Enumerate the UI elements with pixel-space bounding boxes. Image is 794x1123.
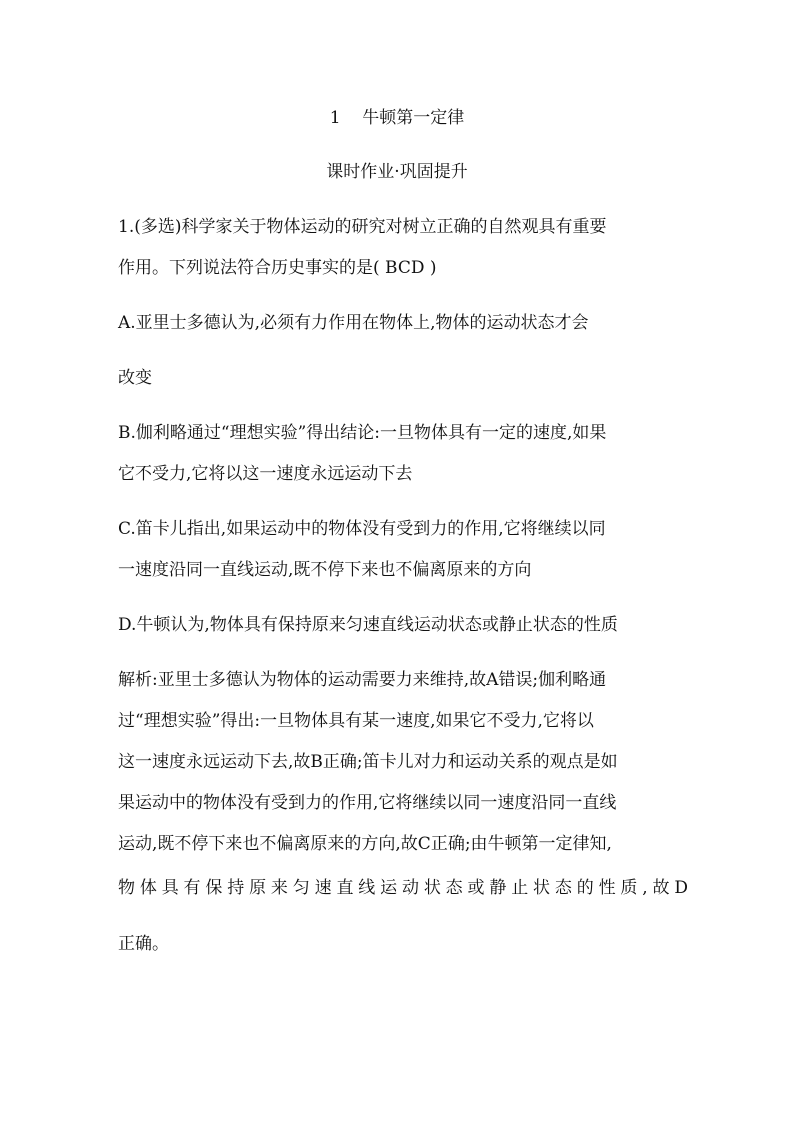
- page-subtitle: 课时作业·巩固提升: [326, 162, 468, 182]
- option-d-line-1: D.牛顿认为,物体具有保持原来匀速直线运动状态或静止状态的性质: [118, 615, 618, 635]
- question-stem-line-1: 1.(多选)科学家关于物体运动的研究对树立正确的自然观具有重要: [118, 217, 607, 237]
- analysis-line-6: 物体具有保持原来匀速直线运动状态或静止状态的性质,故D: [118, 878, 688, 898]
- question-stem-line-2: 作用。下列说法符合历史事实的是( BCD ): [118, 258, 437, 278]
- analysis-line-4: 果运动中的物体没有受到力的作用,它将继续以同一速度沿同一直线: [118, 793, 617, 813]
- option-c-line-1: C.笛卡儿指出,如果运动中的物体没有受到力的作用,它将继续以同: [118, 519, 606, 539]
- option-b-line-2: 它不受力,它将以这一速度永远运动下去: [118, 464, 413, 484]
- option-a-line-2: 改变: [118, 368, 152, 388]
- analysis-line-3: 这一速度永远运动下去,故B正确;笛卡儿对力和运动关系的观点是如: [118, 752, 618, 772]
- analysis-line-1: 解析:亚里士多德认为物体的运动需要力来维持,故A错误;伽利略通: [118, 670, 607, 690]
- option-a-line-1: A.亚里士多德认为,必须有力作用在物体上,物体的运动状态才会: [118, 313, 589, 333]
- option-b-line-1: B.伽利略通过“理想实验”得出结论:一旦物体具有一定的速度,如果: [118, 423, 607, 443]
- analysis-line-7: 正确。: [118, 934, 169, 954]
- analysis-line-2: 过“理想实验”得出:一旦物体具有某一速度,如果它不受力,它将以: [118, 711, 594, 731]
- option-c-line-2: 一速度沿同一直线运动,既不停下来也不偏离原来的方向: [118, 560, 532, 580]
- page-title: 1 牛顿第一定律: [329, 108, 465, 128]
- analysis-line-5: 运动,既不停下来也不偏离原来的方向,故C正确;由牛顿第一定律知,: [118, 834, 612, 854]
